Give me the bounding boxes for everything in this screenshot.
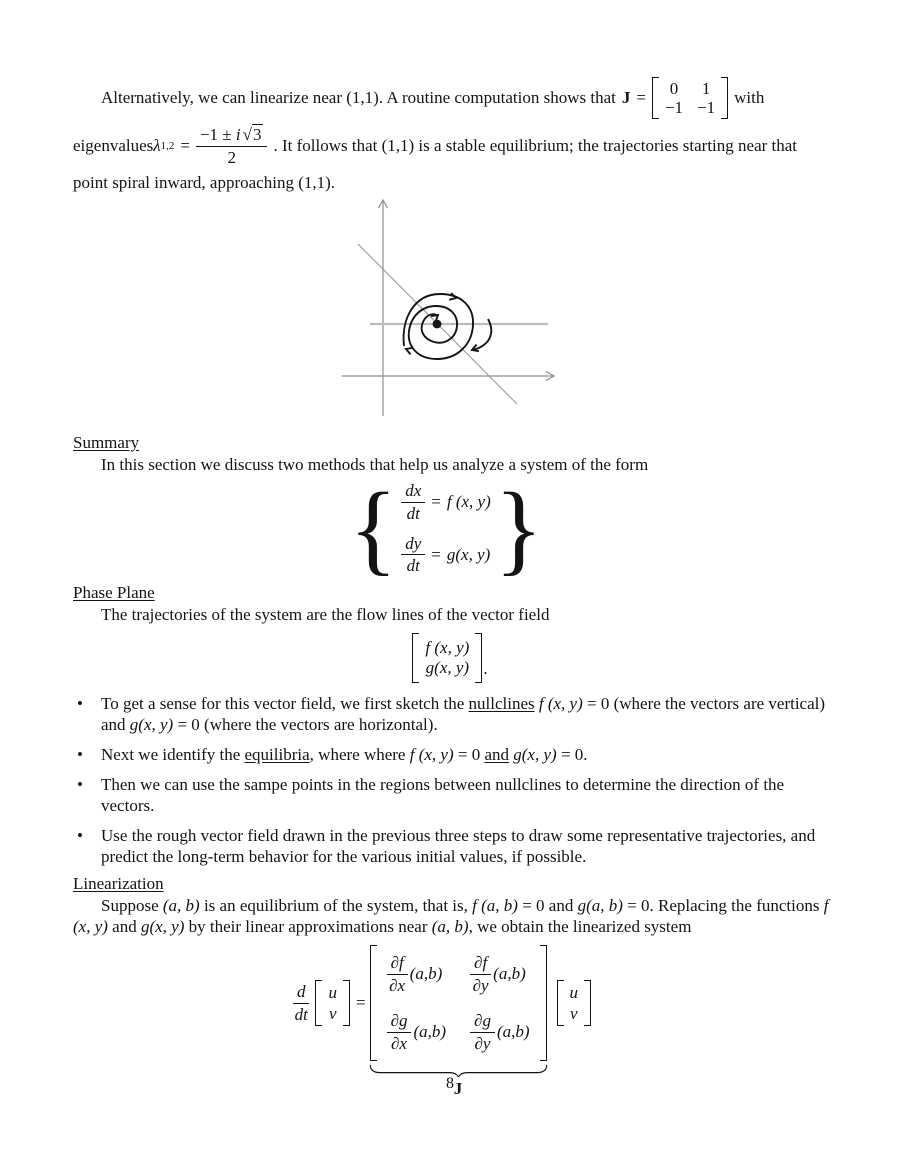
underlined-term: nullclines [468,694,535,713]
vector-entry: u [328,983,337,1003]
bullet-item [73,693,833,735]
evaluation-point: (a,b) [409,964,443,984]
text-fragment: To get a sense for this vector field, we first sketch the [101,694,469,713]
vector-entry: v [328,1004,337,1024]
imaginary-i: i [235,124,241,144]
math-expression: (a, b) [431,917,469,936]
summary-intro: In this section we discuss two methods that help us analyze a system of the form [101,455,649,474]
fraction-denominator: dt [294,1004,308,1024]
system-row [401,534,491,576]
bullet-text [101,693,833,735]
matrix-entry: 1 [701,79,711,98]
trajectory-arrow-icon [406,348,413,355]
phase-plane-intro: The trajectories of the system are the flow lines of the vector field [101,605,550,624]
math-expression: (a, b) [162,896,200,915]
equals-sign: = [431,492,441,512]
underlined-term: and [484,745,510,764]
bullet-icon: • [77,775,83,794]
text-fragment: −1 ± [199,124,236,144]
ddt-fraction [293,982,310,1024]
equals-sign: = [636,88,646,107]
bullet-item [73,774,833,816]
partial-fraction [387,953,408,995]
partial-fraction [470,1011,495,1053]
jacobian-matrix-group [370,945,547,1099]
fraction-numerator: dy [401,534,425,556]
bullet-text: Then we can use the sampe points in the regions between nullclines to determine the direction of the vectors. [101,775,785,815]
vector-entry: g(x, y) [425,658,470,677]
matrix-entry: −1 [697,98,716,117]
text-fragment: = 0 (where the vectors are vertical) and [101,694,826,734]
fraction-numerator: ∂g [470,1011,495,1033]
j-matrix [652,77,728,119]
jacobian-entry [470,1011,529,1053]
paragraph-linearize-line1 [73,76,833,120]
bullet-icon: • [77,694,83,713]
text-fragment: Alternatively, we can linearize near (1,1). A routine computation shows that [101,88,616,107]
rhs-expression: f (x, y) [446,492,491,512]
jacobian-entry [470,953,529,995]
right-brace: } [494,471,543,586]
jacobian-entries [377,945,540,1061]
fraction-denominator: ∂y [472,975,489,995]
linearization-heading: Linearization [73,874,164,893]
bullet-item [73,744,833,765]
text-fragment: = 0 and [517,896,578,915]
math-expression: g(x, y) [513,745,557,764]
fraction-numerator [196,125,268,147]
right-bracket [540,945,547,1061]
bullet-text [101,744,833,765]
rhs-expression: g(x, y) [446,544,491,564]
fraction-numerator: ∂f [387,953,408,975]
bullet-icon: • [77,745,83,764]
lambda-subscript: 1,2 [160,140,175,152]
lambda-symbol: λ [153,136,161,155]
phase-plane-bullets [73,693,833,867]
fraction-denominator: dt [406,556,420,576]
text-fragment: Suppose [101,896,163,915]
paragraph-linearize-line3: point spiral inward, approaching (1,1). [73,173,336,192]
fraction-numerator: d [293,982,310,1004]
left-brace: { [349,471,398,586]
left-bracket [652,77,659,119]
period: . [483,659,488,678]
system-rows [401,481,491,575]
evaluation-point: (a,b) [496,1022,530,1042]
text-fragment: = 0 (where the vectors are horizontal). [173,715,438,734]
math-expression: f (x, y) [73,896,829,936]
math-expression: f (x, y) [534,694,583,713]
vector-entry: f (x, y) [425,638,470,657]
equals-sign: = [431,544,441,564]
linearization-paragraph [73,895,833,937]
equals-sign: = [180,136,190,155]
jacobian-entry [387,1011,446,1053]
phase-portrait-figure [330,194,570,421]
fraction-denominator: dt [406,503,420,523]
fraction-denominator: ∂x [391,1033,407,1053]
left-bracket [557,980,564,1026]
fraction-numerator: dx [401,481,425,503]
vector-entry: u [569,983,579,1003]
text-fragment: = 0 [453,745,485,764]
right-bracket [584,980,591,1026]
math-expression: g(x, y) [140,917,185,936]
text-fragment: and [107,917,141,936]
left-bracket [412,633,419,683]
vector-field-column [412,633,482,683]
system-equation [59,471,833,586]
matrix-symbol-J: J [621,88,631,107]
evaluation-point: (a,b) [413,1022,447,1042]
jacobian-entry [387,953,446,995]
phase-plane-heading: Phase Plane [73,583,155,602]
uv-vector [315,980,350,1026]
right-bracket [721,77,728,119]
document-content [73,76,833,1105]
fraction-denominator: ∂x [389,975,406,995]
vector-entry: v [570,1004,578,1024]
radicand: 3 [252,124,262,144]
left-bracket [370,945,377,1061]
evaluation-point: (a,b) [493,964,526,984]
right-bracket [343,980,350,1026]
math-expression: g(x, y) [129,715,174,734]
bullet-text: Use the rough vector field drawn in the previous three steps to draw some representative trajectories, and predict the long-term behavior for the various initial values, if possible. [101,826,816,866]
partial-fraction [387,1011,412,1053]
paragraph-linearize-line2 [73,120,833,172]
uv-vector [557,980,592,1026]
equals-sign: = [355,993,366,1013]
matrix-entry: −1 [664,98,684,117]
fraction-denominator: ∂y [474,1033,491,1053]
fraction-numerator: ∂g [387,1011,412,1033]
derivative-fraction [401,534,425,576]
text-fragment: Next we identify the [101,745,245,764]
vector-entries [564,980,585,1026]
left-bracket [315,980,322,1026]
math-expression: f (a, b) [472,896,518,915]
text-fragment: eigenvalues [73,136,154,155]
math-expression: g(a, b) [577,896,623,915]
underlined-term: equilibria [244,745,310,764]
fraction-denominator: 2 [227,147,236,167]
text-fragment: , where where [309,745,410,764]
page-number: 8 [446,1075,454,1092]
jacobian-matrix [370,945,547,1061]
vector-field-equation [67,633,833,683]
math-expression: f (x, y) [409,745,454,764]
bullet-icon: • [77,826,83,845]
eigenvalue-fraction [196,125,268,167]
text-fragment: is an equilibrium of the system, that is, [199,896,473,915]
system-row [401,481,491,523]
text-fragment: by their linear approximations near [184,917,432,936]
radical-sign: √ [242,124,252,144]
summary-heading: Summary [73,433,140,452]
equilibrium-point-dot [433,320,442,329]
matrix-entry: 0 [669,79,679,98]
text-fragment: . It follows that (1,1) is a stable equilibrium; the trajectories starting near that [273,136,798,155]
j-matrix-entries [659,77,721,119]
vector-entries [419,633,475,683]
text-fragment: , we obtain the linearized system [468,917,692,936]
fraction-numerator: ∂f [470,953,491,975]
partial-fraction [470,953,491,995]
derivative-fraction [401,481,425,523]
text-fragment: = 0. [556,745,588,764]
bullet-item [73,825,833,867]
right-bracket [475,633,482,683]
jacobian-label: J [453,1079,463,1099]
text-fragment: with [734,88,765,107]
text-fragment: = 0. Replacing the functions [622,896,824,915]
vector-entries [322,980,343,1026]
